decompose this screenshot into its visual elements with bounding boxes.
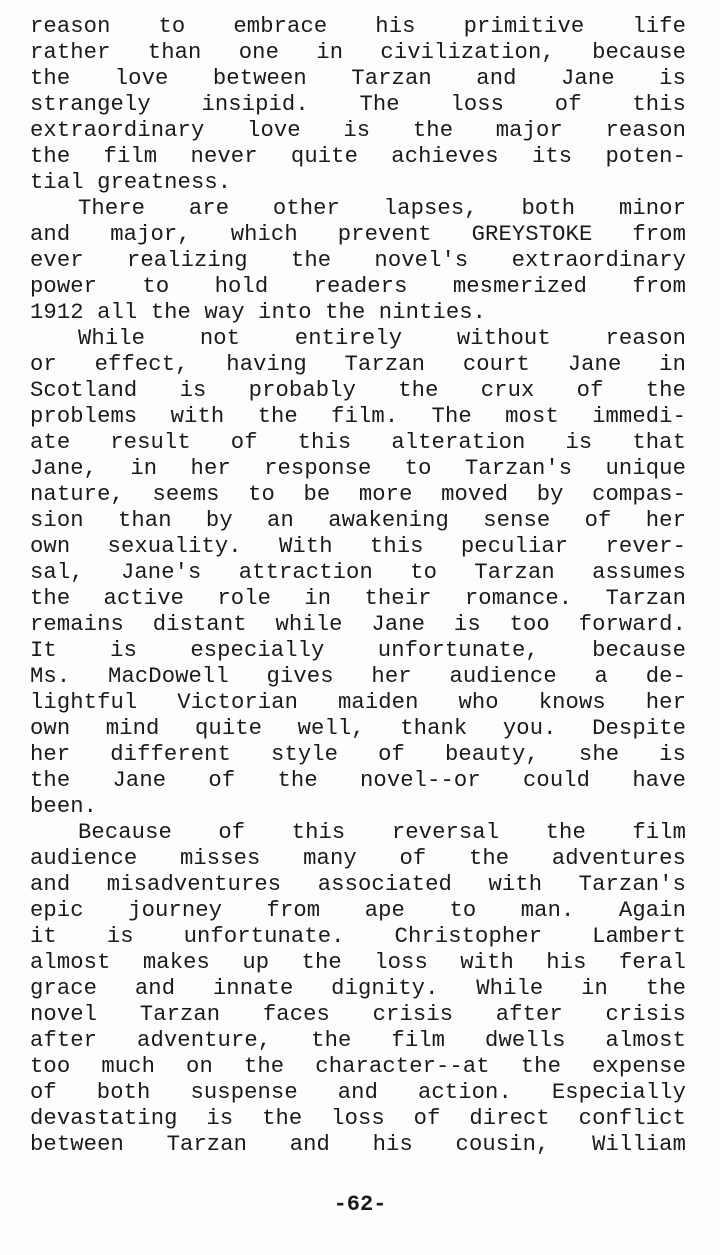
text-line: the love between Tarzan and Jane is [30, 66, 686, 91]
text-line: nature, seems to be more moved by compas- [30, 482, 686, 507]
text-line: ever realizing the novel's extraordinary [30, 248, 686, 273]
text-line: it is unfortunate. Christopher Lambert [30, 924, 686, 949]
text-line: own mind quite well, thank you. Despite [30, 716, 686, 741]
text-line: lightful Victorian maiden who knows her [30, 690, 686, 715]
text-line: or effect, having Tarzan court Jane in [30, 352, 686, 377]
text-line: almost makes up the loss with his feral [30, 950, 686, 975]
text-line: too much on the character--at the expense [30, 1054, 686, 1079]
text-line: Jane, in her response to Tarzan's unique [30, 456, 686, 481]
text-line: reason to embrace his primitive life [30, 14, 686, 39]
text-line: tial greatness. [30, 170, 232, 195]
text-line: been. [30, 794, 98, 819]
text-line: Because of this reversal the film [78, 820, 686, 845]
text-line: and misadventures associated with Tarzan's [30, 872, 686, 897]
text-line: power to hold readers mesmerized from [30, 274, 686, 299]
body-text-column [30, 14, 686, 1158]
text-line: rather than one in civilization, because [30, 40, 686, 65]
text-line: own sexuality. With this peculiar rever- [30, 534, 686, 559]
text-line: There are other lapses, both minor [78, 196, 686, 221]
text-line: ate result of this alteration is that [30, 430, 686, 455]
text-line: her different style of beauty, she is [30, 742, 686, 767]
text-line: novel Tarzan faces crisis after crisis [30, 1002, 686, 1027]
text-line: and major, which prevent GREYSTOKE from [30, 222, 686, 247]
text-line: problems with the film. The most immedi- [30, 404, 686, 429]
text-line: It is especially unfortunate, because [30, 638, 686, 663]
text-line: after adventure, the film dwells almost [30, 1028, 686, 1053]
text-line: epic journey from ape to man. Again [30, 898, 686, 923]
text-line: audience misses many of the adventures [30, 846, 686, 871]
text-line: sal, Jane's attraction to Tarzan assumes [30, 560, 686, 585]
text-line: the film never quite achieves its poten- [30, 144, 686, 169]
text-line: While not entirely without reason [78, 326, 686, 351]
text-line: Scotland is probably the crux of the [30, 378, 686, 403]
text-line: extraordinary love is the major reason [30, 118, 686, 143]
text-line: Ms. MacDowell gives her audience a de- [30, 664, 686, 689]
text-line: of both suspense and action. Especially [30, 1080, 686, 1105]
page-number: -62- [333, 1192, 387, 1217]
text-line: sion than by an awakening sense of her [30, 508, 686, 533]
text-line: devastating is the loss of direct conflict [30, 1106, 686, 1131]
text-line: between Tarzan and his cousin, William [30, 1132, 686, 1157]
text-line: the active role in their romance. Tarzan [30, 586, 686, 611]
text-line: strangely insipid. The loss of this [30, 92, 686, 117]
text-line: remains distant while Jane is too forward. [30, 612, 686, 637]
text-line: grace and innate dignity. While in the [30, 976, 686, 1001]
text-line: the Jane of the novel--or could have [30, 768, 686, 793]
text-line: 1912 all the way into the ninties. [30, 300, 487, 325]
